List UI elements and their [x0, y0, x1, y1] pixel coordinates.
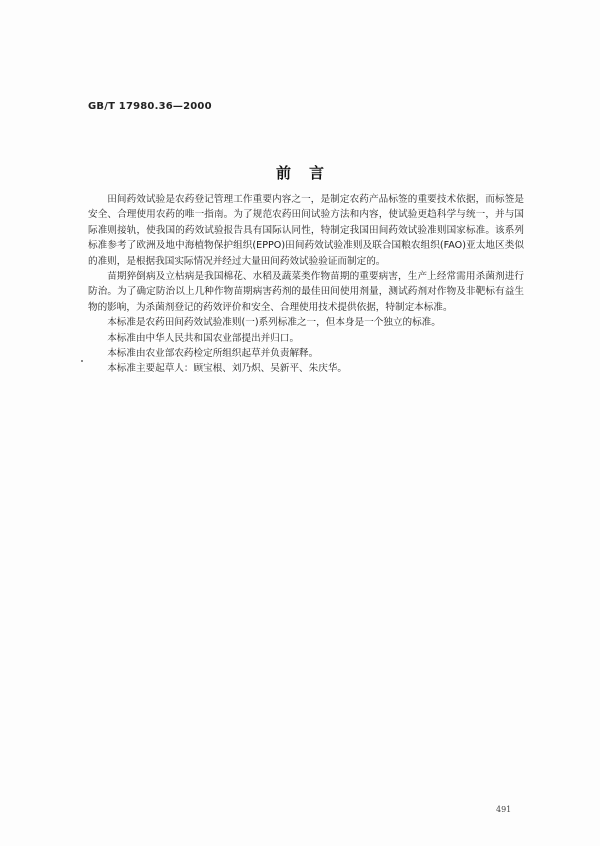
paragraph-drafter: 本标准由农业部农药检定所组织起草并负责解释。: [107, 348, 319, 360]
page-title: 前言: [275, 164, 342, 182]
paragraph-intro: 田间药效试验是农药登记管理工作重要内容之一，是制定农药产品标签的重要技术依据，而标签是安全、合理使用农药的唯一指南。为了规范农药田间试验方法和内容，使试验更趋科学与统一，并与国际准则接轨，使我国的药效试验报告具有国际认同性，特制定我国田间药效试验准则国家标准。该系列标准参考了欧洲及地中海植物保护组织(EPPO)田间药效试验准则及联合国粮农组织(FAO)亚太地区类似的准则，是根据我国实际情况并经过大量田间药效试验验证而制定的。: [88, 194, 524, 267]
paragraph-disease: 苗期猝倒病及立枯病是我国棉花、水稻及蔬菜类作物苗期的重要病害，生产上经常需用杀菌剂进行防治。为了确定防治以上几种作物苗期病害药剂的最佳田间使用剂量，测试药剂对作物及非靶标有益生物的影响，为杀菌剂登记的药效评价和安全、合理使用技术提供依据，特制定本标准。: [88, 271, 524, 313]
paragraph-authors: 本标准主要起草人：顾宝根、刘乃炽、吴新平、朱庆华。: [107, 363, 348, 375]
body-text: [88, 192, 524, 377]
paragraph-series: 本标准是农药田间药效试验准则(一)系列标准之一，但本身是一个独立的标准。: [107, 317, 441, 329]
page-number: 491: [496, 805, 512, 814]
paragraph-proposer: 本标准由中华人民共和国农业部提出并归口。: [107, 332, 300, 344]
standard-code: GB/T 17980.36—2000: [88, 101, 212, 112]
scan-speck: [81, 360, 83, 362]
